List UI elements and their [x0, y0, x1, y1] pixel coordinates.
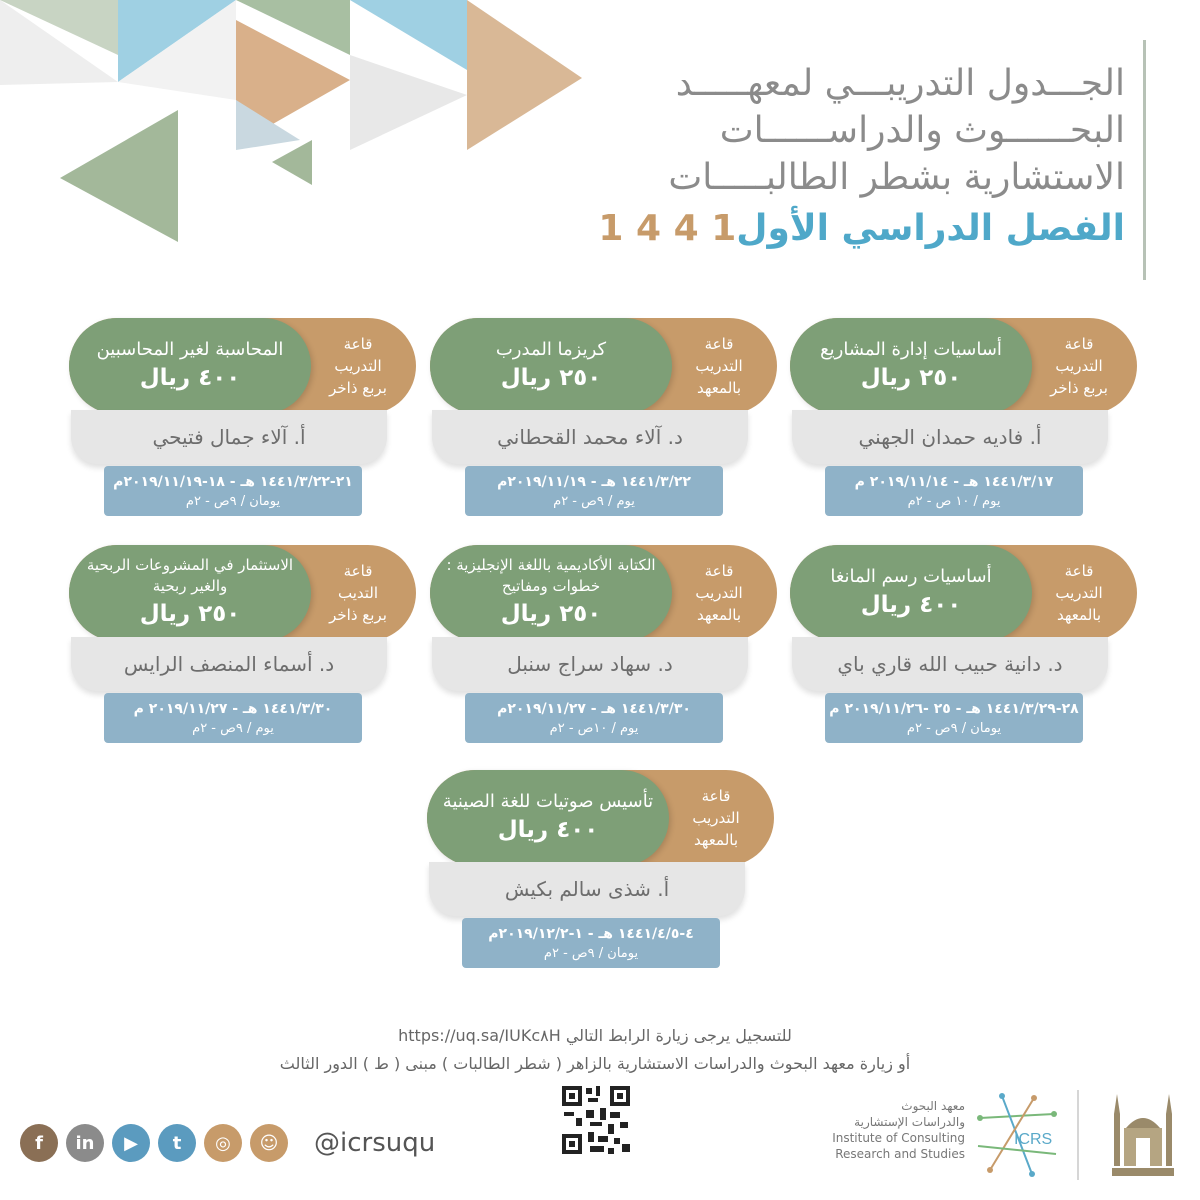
time-range: يوم / ٩ص - ٢م — [192, 720, 274, 736]
trainer-name: د. آلاء محمد القحطاني — [432, 410, 748, 464]
youtube-icon[interactable]: ▶ — [112, 1124, 150, 1162]
course-card — [69, 545, 416, 745]
hall-label — [314, 318, 402, 414]
hall-line: قاعة — [704, 335, 734, 353]
course-info — [69, 545, 311, 641]
trainer-name: د. دانية حبيب الله قاري باي — [792, 637, 1108, 691]
instagram-icon[interactable]: ◎ — [204, 1124, 242, 1162]
hall-line: التدريب — [695, 357, 743, 375]
registration-info — [200, 1022, 990, 1078]
institute-en-line: Research and Studies — [835, 1147, 965, 1161]
trainer-name: أ. آلاء جمال فتيحي — [71, 410, 387, 464]
title-divider — [1143, 40, 1146, 280]
hall-line: التدريب — [1055, 584, 1103, 602]
course-price: ٤٠٠ ريال — [497, 816, 599, 843]
course-title: الاستثمار في المشروعات الربحية والغير ربحية — [86, 556, 294, 595]
hall-line: بربع ذاخر — [329, 379, 387, 397]
snapchat-icon[interactable]: ☺ — [250, 1124, 288, 1162]
page-title — [565, 60, 1125, 256]
course-dates — [465, 466, 723, 516]
date-range: ١٤٤١/٣/١٧ هـ - ٢٠١٩/١١/١٤ م — [854, 473, 1054, 490]
institute-en-line: Institute of Consulting — [832, 1131, 965, 1145]
hall-line: بالمعهد — [697, 379, 742, 397]
course-dates — [462, 918, 720, 968]
hall-line: التدريب — [692, 809, 740, 827]
footer-divider — [1077, 1090, 1079, 1180]
trainer-name: د. أسماء المنصف الرايس — [71, 637, 387, 691]
institute-ar-line: معهد البحوث — [901, 1099, 965, 1113]
linkedin-icon[interactable]: in — [66, 1124, 104, 1162]
registration-link-text[interactable]: للتسجيل يرجى زيارة الرابط التالي https://uq.sa/IUKc٨H — [398, 1026, 792, 1045]
course-title: أساسيات رسم المانغا — [830, 565, 992, 587]
registration-address: أو زيارة معهد البحوث والدراسات الاستشارية بالزاهر ( شطر الطالبات ) مبنى ( ط ) الدور الثالث — [279, 1054, 911, 1073]
hall-line: قاعة — [343, 335, 373, 353]
hall-label — [672, 770, 760, 866]
time-range: يوم / ١٠ ص - ٢م — [907, 493, 1001, 509]
date-range: ٤-١٤٤١/٤/٥ هـ - ١-٢٠١٩/١٢/٢م — [488, 925, 694, 942]
date-range: ١٤٤١/٣/٣٠ هـ - ٢٠١٩/١١/٢٧م — [497, 700, 691, 717]
time-range: يومان / ٩ص - ٢م — [906, 720, 1002, 736]
course-card — [790, 545, 1137, 745]
course-info — [430, 318, 672, 414]
hall-label — [1035, 545, 1123, 641]
course-card — [790, 318, 1137, 518]
title-line: البحــــــوث والدراســــــات — [719, 110, 1125, 151]
course-dates — [825, 466, 1083, 516]
trainer-name: د. سهاد سراج سنبل — [432, 637, 748, 691]
course-price: ٢٥٠ ريال — [500, 601, 602, 627]
hall-line: بالمعهد — [697, 606, 742, 624]
icrs-logo-text: ICRS — [1014, 1131, 1053, 1148]
course-title: تأسيس صوتيات للغة الصينية — [442, 790, 654, 812]
date-range: ٢١-١٤٤١/٣/٢٢ هـ - ١٨-٢٠١٩/١١/١٩م — [113, 473, 353, 490]
date-range: ١٤٤١/٣/٣٠ هـ - ٢٠١٩/١١/٢٧ م — [133, 700, 333, 717]
course-title: الكتابة الأكاديمية باللغة الإنجليزية : خطوات ومفاتيح — [446, 556, 656, 595]
hall-line: التديب — [337, 584, 379, 602]
semester-heading — [565, 201, 1125, 256]
hall-label — [675, 318, 763, 414]
qr-code[interactable] — [560, 1084, 632, 1156]
university-logo-icon — [1108, 1084, 1178, 1182]
course-info — [430, 545, 672, 641]
trainer-name: أ. شذى سالم بكيش — [429, 862, 745, 916]
hall-line: قاعة — [1064, 562, 1094, 580]
course-info — [427, 770, 669, 866]
course-info — [790, 545, 1032, 641]
course-card — [427, 770, 774, 970]
course-dates — [104, 466, 362, 516]
trainer-name: أ. فاديه حمدان الجهني — [792, 410, 1108, 464]
course-price: ٤٠٠ ريال — [139, 364, 241, 391]
hall-line: التدريب — [334, 357, 382, 375]
course-info — [69, 318, 311, 414]
date-range: ١٤٤١/٣/٢٢ هـ - ٢٠١٩/١١/١٩م — [497, 473, 691, 490]
course-title: المحاسبة لغير المحاسبين — [96, 338, 284, 360]
twitter-icon[interactable]: t — [158, 1124, 196, 1162]
hall-line: قاعة — [701, 787, 731, 805]
time-range: يومان / ٩ص - ٢م — [185, 493, 281, 509]
hall-line: التدريب — [1055, 357, 1103, 375]
hall-line: بربع ذاخر — [329, 606, 387, 624]
time-range: يوم / ١٠ص - ٢م — [549, 720, 639, 736]
course-price: ٤٠٠ ريال — [860, 591, 962, 618]
date-range: ٢٨-١٤٤١/٣/٢٩ هـ - ٢٥ -٢٠١٩/١١/٢٦ م — [829, 700, 1079, 717]
year-label: 1 4 4 1 — [598, 208, 737, 249]
course-dates — [104, 693, 362, 743]
course-title: كريزما المدرب — [495, 338, 607, 360]
course-dates — [825, 693, 1083, 743]
social-handle[interactable]: @icrsuqu — [314, 1128, 436, 1158]
course-card — [69, 318, 416, 518]
hall-line: بالمعهد — [694, 831, 739, 849]
hall-line: التدريب — [695, 584, 743, 602]
hall-line: بربع ذاخر — [1050, 379, 1108, 397]
course-dates — [465, 693, 723, 743]
hall-line: قاعة — [343, 562, 373, 580]
course-info — [790, 318, 1032, 414]
decorative-triangles — [0, 0, 600, 260]
hall-line: قاعة — [1064, 335, 1094, 353]
hall-label — [1035, 318, 1123, 414]
course-price: ٢٥٠ ريال — [500, 364, 602, 391]
title-line: الاستشارية بشطر الطالبـــــات — [668, 157, 1125, 198]
course-price: ٢٥٠ ريال — [860, 364, 962, 391]
course-title: أساسيات إدارة المشاريع — [820, 338, 1002, 360]
course-card — [430, 545, 777, 745]
time-range: يومان / ٩ص - ٢م — [543, 945, 639, 961]
institute-ar-line: والدراسات الإستشارية — [854, 1115, 965, 1129]
institute-name — [820, 1098, 965, 1162]
hall-line: بالمعهد — [1057, 606, 1102, 624]
title-line: الجـــدول التدريبـــي لمعهـــــد — [675, 63, 1125, 104]
time-range: يوم / ٩ص - ٢م — [553, 493, 635, 509]
facebook-icon[interactable]: f — [20, 1124, 58, 1162]
hall-line: قاعة — [704, 562, 734, 580]
social-bar — [20, 1124, 435, 1162]
icrs-logo-icon — [972, 1090, 1062, 1180]
semester-label: الفصل الدراسي الأول — [736, 208, 1125, 249]
course-price: ٢٥٠ ريال — [139, 601, 241, 627]
course-card — [430, 318, 777, 518]
hall-label — [314, 545, 402, 641]
hall-label — [675, 545, 763, 641]
